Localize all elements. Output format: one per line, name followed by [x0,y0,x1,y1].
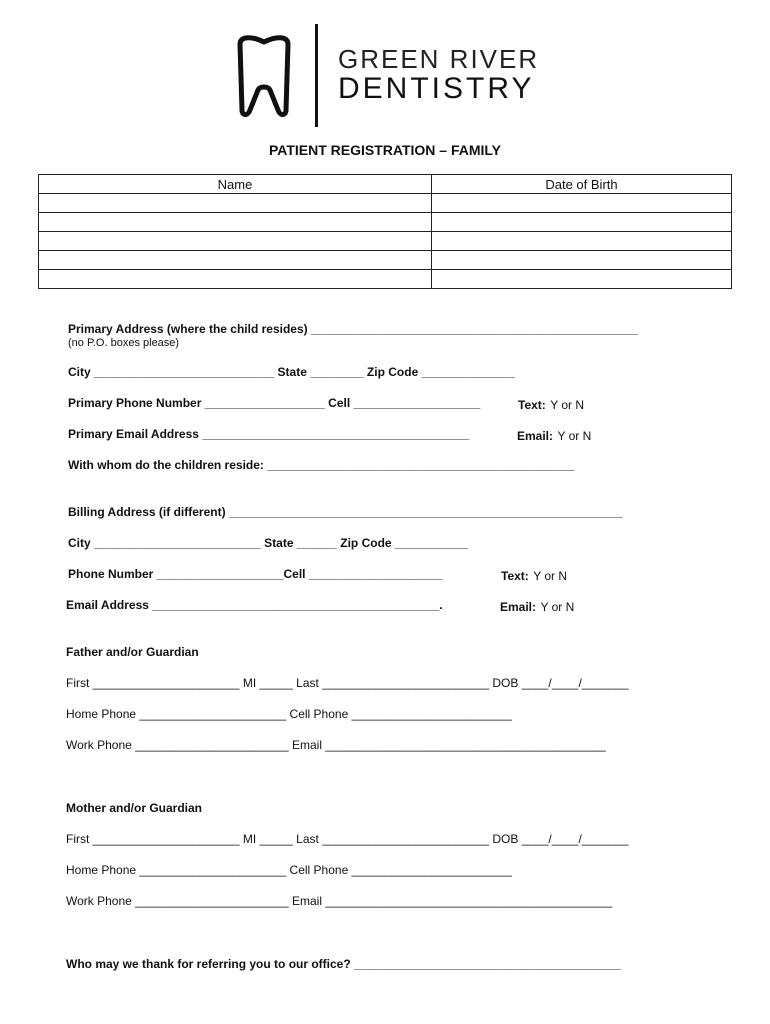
name-cell[interactable] [39,251,432,270]
primary-text-option[interactable] [518,396,584,414]
billing-address-field[interactable]: Billing Address (if different) ___________________________________________________________ [68,505,623,519]
primary-email-option[interactable] [517,427,591,445]
father-name-dob-field[interactable]: First ______________________ MI _____ Last _________________________ DOB ____/____/_______ [66,676,629,690]
name-cell[interactable] [39,232,432,251]
father-phones-field[interactable]: Home Phone ______________________ Cell Phone ________________________ [66,707,512,721]
father-heading: Father and/or Guardian [66,645,199,659]
referral-field[interactable]: Who may we thank for referring you to our office? ________________________________________ [66,957,621,971]
table-row [39,270,732,289]
logo-divider [315,24,318,127]
father-work-email-field[interactable]: Work Phone _______________________ Email __________________________________________ [66,738,606,752]
email-label: Email: [517,429,554,443]
primary-city-state-zip-field[interactable]: City ___________________________ State ________ Zip Code ______________ [68,365,516,379]
primary-address-note: (no P.O. boxes please) [68,337,180,349]
billing-phone-field[interactable]: Phone Number ___________________Cell ____________________ [68,567,443,581]
yes-no-choice[interactable]: Y or N [533,569,568,583]
billing-city-state-zip-field[interactable]: City _________________________ State ______ Zip Code ___________ [68,536,469,550]
dob-column-header: Date of Birth [432,175,732,194]
mother-phones-field[interactable]: Home Phone ______________________ Cell Phone ________________________ [66,863,512,877]
dob-cell[interactable] [432,232,732,251]
name-column-header: Name [39,175,432,194]
logo-line-2: DENTISTRY [338,72,535,105]
table-row [39,194,732,213]
page-title: PATIENT REGISTRATION – FAMILY [268,142,502,158]
primary-phone-field[interactable]: Primary Phone Number __________________ Cell ___________________ [68,396,481,410]
billing-text-option[interactable] [501,567,567,585]
mother-heading: Mother and/or Guardian [66,801,203,815]
table-row [39,251,732,270]
primary-address-field[interactable]: Primary Address (where the child resides) _________________________________________________ [68,322,638,336]
dob-cell[interactable] [432,270,732,289]
dob-cell[interactable] [432,251,732,270]
yes-no-choice[interactable]: Y or N [557,429,592,443]
yes-no-choice[interactable]: Y or N [550,398,585,412]
text-label: Text: [518,398,546,412]
dob-cell[interactable] [432,194,732,213]
table-row [39,213,732,232]
children-reside-field[interactable]: With whom do the children reside: ______________________________________________ [68,458,575,472]
dob-cell[interactable] [432,213,732,232]
table-row [39,232,732,251]
primary-email-field[interactable]: Primary Email Address ________________________________________ [68,427,470,441]
yes-no-choice[interactable]: Y or N [540,600,575,614]
name-cell[interactable] [39,194,432,213]
logo-line-1: GREEN RIVER [338,44,540,74]
billing-email-option[interactable] [500,598,574,616]
tooth-logo-icon [234,34,294,123]
mother-work-email-field[interactable]: Work Phone _______________________ Email ___________________________________________ [66,894,613,908]
email-label: Email: [500,600,537,614]
name-cell[interactable] [39,213,432,232]
billing-email-field[interactable]: Email Address ___________________________________________. [66,598,443,612]
name-cell[interactable] [39,270,432,289]
table-header-row [39,175,732,194]
family-table [38,174,732,289]
text-label: Text: [501,569,529,583]
mother-name-dob-field[interactable]: First ______________________ MI _____ Last _________________________ DOB ____/____/_______ [66,832,629,846]
